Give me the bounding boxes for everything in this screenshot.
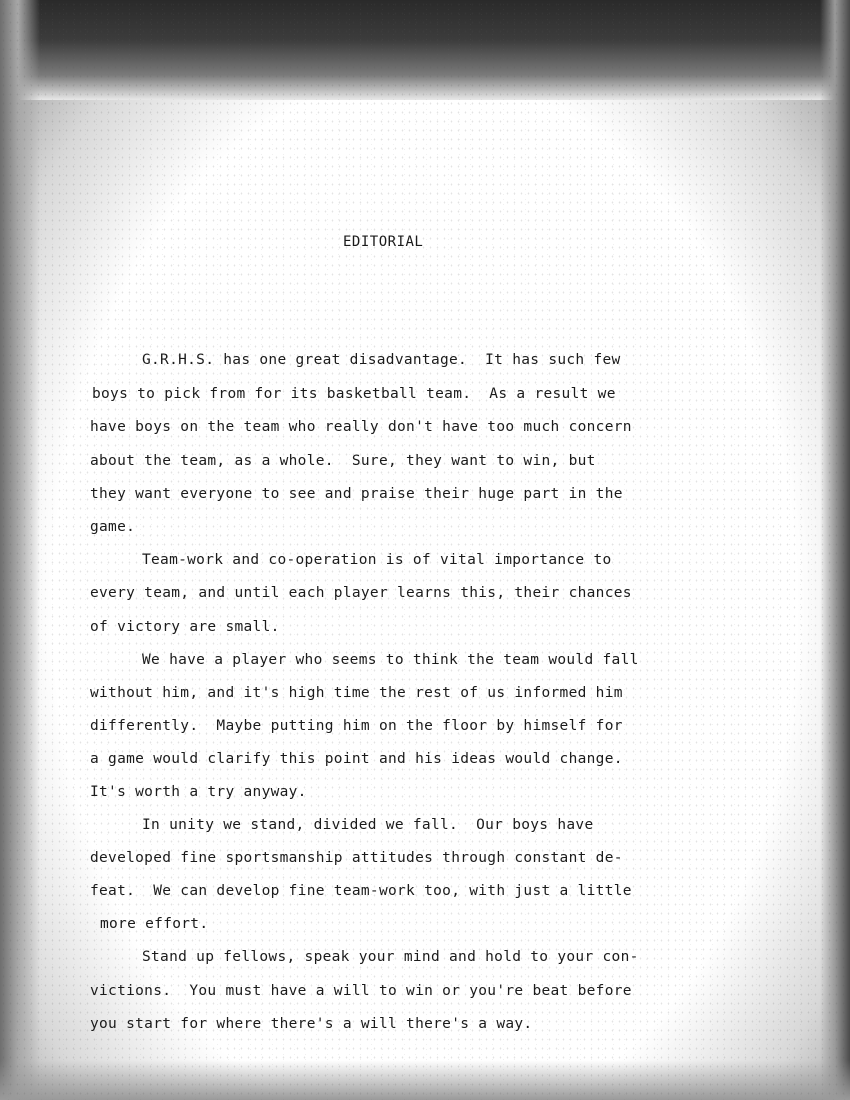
text-line: without him, and it's high time the rest of us informed him: [90, 685, 623, 701]
text-line: developed fine sportsmanship attitudes through constant de-: [90, 850, 623, 866]
text-line: of victory are small.: [90, 619, 280, 635]
text-line: you start for where there's a will there's a way.: [90, 1016, 533, 1032]
text-line: Stand up fellows, speak your mind and hold to your con-: [142, 949, 639, 965]
page-title: EDITORIAL: [343, 234, 424, 250]
text-line: We have a player who seems to think the team would fall: [142, 652, 639, 668]
text-line: victions. You must have a will to win or you're beat before: [90, 983, 632, 999]
text-line: In unity we stand, divided we fall. Our boys have: [142, 817, 594, 833]
text-line: G.R.H.S. has one great disadvantage. It has such few: [142, 352, 621, 368]
text-line: game.: [90, 519, 136, 535]
text-line: a game would clarify this point and his ideas would change.: [90, 751, 623, 767]
text-line: Team-work and co-operation is of vital importance to: [142, 552, 612, 568]
text-line: they want everyone to see and praise their huge part in the: [90, 486, 623, 502]
text-line: differently. Maybe putting him on the floor by himself for: [90, 718, 623, 734]
text-line: have boys on the team who really don't have too much concern: [90, 419, 632, 435]
text-line: about the team, as a whole. Sure, they want to win, but: [90, 453, 596, 469]
text-line: every team, and until each player learns this, their chances: [90, 585, 632, 601]
text-line: boys to pick from for its basketball team. As a result we: [92, 386, 616, 402]
text-line: feat. We can develop fine team-work too, with just a little: [90, 883, 632, 899]
text-line: more effort.: [100, 916, 209, 932]
text-line: It's worth a try anyway.: [90, 784, 307, 800]
